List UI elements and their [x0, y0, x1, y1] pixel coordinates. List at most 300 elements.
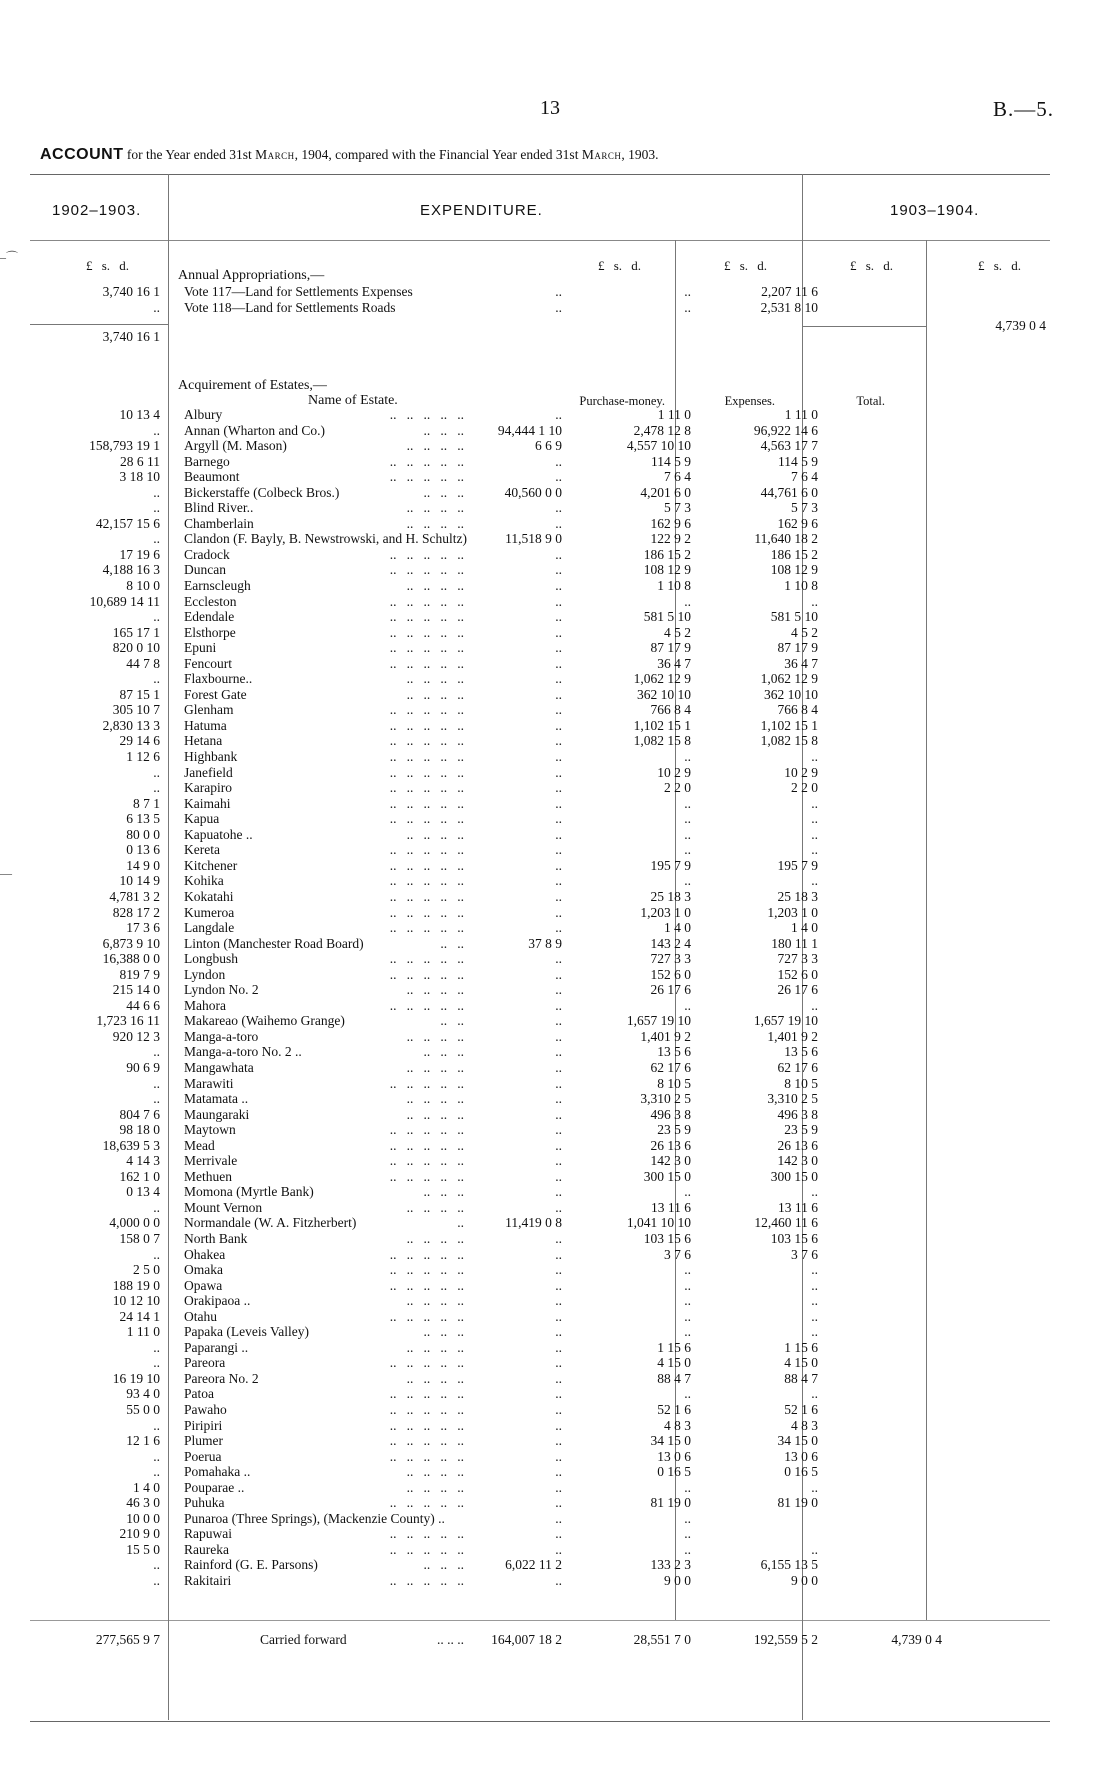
expenses-amount: ..: [684, 1262, 691, 1278]
leader-dots: .. .. .. ..: [406, 1091, 464, 1107]
total-amount: 1,062 12 9: [760, 671, 818, 687]
leader-dots: .. .. .. .. ..: [389, 640, 464, 656]
prev-year-amount: 4,781 3 2: [109, 888, 160, 904]
total-amount: ..: [811, 873, 818, 889]
purchase-money: ..: [555, 1199, 562, 1215]
expenses-amount: 766 8 4: [650, 702, 691, 718]
amount-col2: ..: [555, 299, 562, 315]
total-amount: 152 6 0: [777, 966, 818, 982]
cf-prev: 277,565 9 7: [95, 1632, 160, 1647]
column-rule: [168, 193, 169, 215]
estate-name-cell: [168, 796, 476, 812]
total-amount: 88 4 7: [784, 1370, 818, 1386]
expenses-amount: ..: [684, 1184, 691, 1200]
prev-year-amount: 305 10 7: [112, 702, 160, 718]
empty-cell: [832, 920, 956, 936]
appropriations-total: 4,739 0 4: [995, 318, 1046, 333]
leader-dots: .. .. .. .. ..: [389, 873, 464, 889]
empty-cell: [832, 578, 956, 594]
table-row: [30, 1231, 956, 1247]
purchase-money: ..: [555, 1184, 562, 1200]
prev-year-amount: 98 18 0: [119, 1122, 160, 1138]
empty-cell: [832, 889, 956, 905]
purchase-money: ..: [555, 640, 562, 656]
estate-name: Cradock: [184, 546, 230, 562]
prev-year-amount: ..: [153, 764, 160, 780]
prev-year-amount: 17 19 6: [119, 546, 160, 562]
total-amount: 3,310 2 5: [767, 1091, 818, 1107]
table-row: [30, 1324, 956, 1340]
empty-cell: [832, 1340, 956, 1356]
expenses-amount: ..: [684, 1479, 691, 1495]
expenses-amount: ..: [684, 826, 691, 842]
empty-cell: [832, 1511, 956, 1527]
total-amount: 87 17 9: [777, 640, 818, 656]
empty-cell: [832, 1122, 956, 1138]
prev-year-amount: 1 12 6: [126, 749, 160, 765]
leader-dots: .. ..: [440, 1013, 464, 1029]
expenses-amount: 186 15 2: [643, 546, 691, 562]
empty-cell: [832, 1324, 956, 1340]
leader-dots: .. .. .. .. ..: [389, 624, 464, 640]
empty-cell: [832, 1371, 956, 1387]
estate-name: Eccleston: [184, 593, 237, 609]
table-row: [30, 718, 956, 734]
prev-year-amount: 162 1 0: [119, 1168, 160, 1184]
leader-dots: .. ..: [440, 935, 464, 951]
expenses-amount: ..: [684, 1526, 691, 1542]
expenses-amount: 4 15 0: [657, 1355, 691, 1371]
purchase-money: ..: [555, 609, 562, 625]
total-amount: 362 10 10: [764, 686, 818, 702]
empty-cell: [832, 1091, 956, 1107]
total-amount: 1,657 19 10: [753, 1013, 818, 1029]
empty-cell: [832, 936, 956, 952]
table-row: [30, 1278, 956, 1294]
estate-name: Momona (Myrtle Bank): [184, 1184, 314, 1200]
table-row: [30, 656, 956, 672]
prev-year-amount: 210 9 0: [119, 1526, 160, 1542]
estate-name: Kumeroa: [184, 904, 235, 920]
estate-name: Omaka: [184, 1262, 223, 1278]
prev-year-amount: 158,793 19 1: [89, 438, 160, 454]
estate-name: Hetana: [184, 733, 223, 749]
purchase-money: ..: [555, 733, 562, 749]
total-amount: 0 16 5: [784, 1464, 818, 1480]
leader-dots: .. .. .. .. ..: [389, 1355, 464, 1371]
prev-year-amount: 93 4 0: [126, 1386, 160, 1402]
leader-dots: .. .. .. .. ..: [389, 562, 464, 578]
purchase-money: ..: [555, 1402, 562, 1417]
total-amount: 727 3 3: [777, 951, 818, 967]
purchase-money: ..: [555, 453, 562, 469]
purchase-money: 11,419 0 8: [505, 1215, 562, 1231]
prev-year-amount: 16,388 0 0: [102, 951, 160, 967]
estate-name: Hatuma: [184, 717, 227, 733]
total-amount: 13 5 6: [784, 1044, 818, 1060]
estate-name: Longbush: [184, 951, 238, 967]
total-amount: 108 12 9: [770, 562, 818, 578]
empty-cell: [832, 967, 956, 983]
total-amount: [705, 1511, 832, 1527]
empty-cell: [832, 1402, 956, 1418]
expenses-amount: ..: [684, 1293, 691, 1309]
leader-dots: .. .. ..: [423, 1324, 464, 1340]
table-row: [30, 1340, 956, 1356]
table-row: [30, 780, 956, 796]
expenses-amount: 10 2 9: [657, 764, 691, 780]
purchase-money: ..: [555, 1168, 562, 1184]
table-row: [30, 594, 956, 610]
expenses-amount: 1 15 6: [657, 1339, 691, 1355]
purchase-money: ..: [555, 1339, 562, 1355]
estate-name: Methuen: [184, 1168, 232, 1184]
purchase-money: 6 6 9: [535, 438, 562, 454]
purchase-money: ..: [555, 578, 562, 594]
empty-cell: [832, 1169, 956, 1185]
prev-year-amount: ..: [153, 1573, 160, 1589]
leader-dots: .. .. ..: [423, 1044, 464, 1060]
prev-year-amount: 14 9 0: [126, 857, 160, 873]
prev-year-amount: 15 5 0: [126, 1541, 160, 1557]
total-amount: 195 7 9: [777, 857, 818, 873]
estate-name: Matamata ..: [184, 1091, 249, 1107]
prev-year-amount: 16 19 10: [112, 1370, 160, 1386]
expenses-amount: 133 2 3: [650, 1557, 691, 1573]
currency-units: £ s. d.: [978, 258, 1022, 273]
prev-year-amount: 819 7 9: [119, 966, 160, 982]
estate-name-cell: [168, 1044, 476, 1060]
estate-name: Mount Vernon: [184, 1199, 263, 1215]
total-amount: 186 15 2: [770, 546, 818, 562]
estate-name: Rakitairi: [184, 1573, 232, 1589]
prev-year-amount: 42,157 15 6: [95, 515, 160, 531]
estate-name-cell: [168, 858, 476, 874]
prev-year-amount: 3,740 16 1: [102, 284, 160, 299]
vote-amount: 2,207 11 6: [761, 284, 818, 299]
table-row: [30, 1371, 956, 1387]
purchase-money: ..: [555, 624, 562, 640]
expenses-amount: 8 10 5: [657, 1075, 691, 1091]
expenses-amount: 1 11 0: [657, 407, 691, 422]
estate-name: Manga-a-toro: [184, 1028, 259, 1044]
table-row: [30, 1013, 956, 1029]
prev-year-amount: 828 17 2: [112, 904, 160, 920]
empty-cell: [832, 718, 956, 734]
estate-name: Highbank: [184, 749, 238, 765]
estate-name: Beaumont: [184, 469, 240, 485]
estate-name: Karapiro: [184, 780, 232, 796]
table-row: [30, 609, 956, 625]
cf-total: 192,559 5 2: [753, 1632, 818, 1647]
estate-name: Kereta: [184, 842, 220, 858]
table-row: [30, 827, 956, 843]
total-amount: 4 8 3: [791, 1417, 818, 1433]
leader-dots: .. .. .. .. ..: [389, 1386, 464, 1402]
expenses-amount: 1,657 19 10: [626, 1013, 691, 1029]
currency-units: £ s. d.: [598, 258, 642, 273]
estate-name-cell: [168, 640, 476, 656]
estate-name-cell: [168, 454, 476, 470]
purchase-money: ..: [555, 1122, 562, 1138]
prev-year-amount: 215 14 0: [112, 982, 160, 998]
prev-year-amount: ..: [153, 1355, 160, 1371]
prev-year-amount: ..: [153, 1557, 160, 1573]
page-number: 13: [540, 97, 560, 119]
leader-dots: .. .. .. .. ..: [389, 1417, 464, 1433]
purchase-money: ..: [555, 562, 562, 578]
estate-name: Bickerstaffe (Colbeck Bros.): [184, 484, 340, 500]
table-row: [30, 516, 956, 532]
expenses-amount: 23 5 9: [657, 1122, 691, 1138]
purchase-money: ..: [555, 1230, 562, 1246]
title-month-b: March: [581, 147, 622, 162]
purchase-money: ..: [555, 1448, 562, 1464]
estate-name-cell: [168, 1029, 476, 1045]
leader-dots: .. .. .. .. ..: [389, 1122, 464, 1138]
estate-name: Elsthorpe: [184, 624, 236, 640]
table-row: [30, 547, 956, 563]
leader-dots: .. .. .. .. ..: [389, 593, 464, 609]
purchase-money: ..: [555, 1324, 562, 1340]
prev-year-amount: ..: [153, 1246, 160, 1262]
purchase-money: ..: [555, 1495, 562, 1511]
empty-cell: [832, 625, 956, 641]
estate-name: Raureka: [184, 1541, 229, 1557]
table-row: [30, 1215, 956, 1231]
leader-dots: .. .. .. ..: [406, 982, 464, 998]
prev-year-amount: 10 12 10: [112, 1293, 160, 1309]
prev-year-amount: 165 17 1: [112, 624, 160, 640]
prev-year-amount: 10 13 4: [119, 407, 160, 422]
estate-name-cell: [168, 1386, 476, 1402]
estate-name-cell: [168, 578, 476, 594]
empty-cell: [832, 1433, 956, 1449]
estate-name: Maungaraki: [184, 1106, 250, 1122]
cf-purchase: 164,007 18 2: [491, 1632, 562, 1647]
expenses-amount: 13 11 6: [651, 1199, 691, 1215]
expenses-amount: 1,062 12 9: [633, 671, 691, 687]
empty-cell: [832, 1573, 956, 1589]
table-row: [30, 1309, 956, 1325]
total-amount: ..: [811, 749, 818, 765]
total-amount: 5 7 3: [791, 500, 818, 516]
prev-year-amount: 1 4 0: [133, 1479, 160, 1495]
total-amount: ..: [811, 1184, 818, 1200]
expenses-amount: 1,102 15 1: [633, 717, 691, 733]
title-lead: ACCOUNT: [40, 146, 124, 163]
expenses-amount: ..: [684, 873, 691, 889]
estate-name-cell: [168, 469, 476, 485]
estate-name-cell: [168, 1433, 476, 1449]
estate-name-cell: [168, 1013, 476, 1029]
expenses-amount: 4 5 2: [664, 624, 691, 640]
total-amount: ..: [811, 593, 818, 609]
table-row: [30, 1573, 956, 1589]
estate-name-cell: [168, 1215, 476, 1231]
leader-dots: .. .. .. .. ..: [389, 764, 464, 780]
purchase-money: ..: [555, 1106, 562, 1122]
empty-cell: [832, 780, 956, 796]
estate-name: Poerua: [184, 1448, 222, 1464]
estate-name-cell: [168, 1402, 476, 1418]
prev-year-amount: 10 0 0: [126, 1510, 160, 1526]
prev-year-amount: 28 6 11: [120, 453, 160, 469]
total-amount: 44,761 6 0: [760, 484, 818, 500]
empty-cell: [832, 1013, 956, 1029]
estate-name: Orakipaoa ..: [184, 1293, 251, 1309]
leader-dots: .. .. .. ..: [406, 438, 464, 454]
prev-year-amount: 44 6 6: [126, 997, 160, 1013]
table-row: [30, 873, 956, 889]
prev-year-amount: 46 3 0: [126, 1495, 160, 1511]
estate-name: Fencourt: [184, 655, 232, 671]
table-row: [30, 1402, 956, 1418]
purchase-money: 40,560 0 0: [504, 484, 562, 500]
total-amount: ..: [811, 997, 818, 1013]
title-text-c: , 1903.: [621, 147, 659, 162]
prev-year-amount: ..: [153, 671, 160, 687]
estate-name-cell: [168, 873, 476, 889]
empty-cell: [832, 1557, 956, 1573]
leader-dots: .. .. .. .. ..: [389, 904, 464, 920]
empty-cell: [832, 500, 956, 516]
appropriations-prev-total: 3,740 16 1: [102, 329, 160, 344]
leader-dots: .. .. .. .. ..: [389, 1448, 464, 1464]
expenses-amount: 2,478 12 8: [633, 422, 691, 438]
table-row: [30, 936, 956, 952]
estate-name-cell: [168, 485, 476, 501]
estate-name-cell: [168, 1542, 476, 1558]
expenses-amount: 122 9 2: [650, 531, 691, 547]
table-row: [30, 1480, 956, 1496]
table-row: [30, 1449, 956, 1465]
empty-cell: [832, 407, 956, 423]
table-row: [30, 1542, 956, 1558]
estate-name-cell: [168, 1511, 476, 1527]
estate-name: Epuni: [184, 640, 217, 656]
empty-cell: [832, 531, 956, 547]
empty-cell: [832, 1449, 956, 1465]
leader-dots: .. .. .. .. ..: [389, 546, 464, 562]
total-amount: 11,640 18 2: [754, 531, 818, 547]
expenses-amount: 2 2 0: [664, 780, 691, 796]
empty-cell: [832, 1526, 956, 1542]
currency-units: £ s. d.: [850, 258, 894, 273]
purchase-money: ..: [555, 469, 562, 485]
prev-year-amount: 1,723 16 11: [96, 1013, 160, 1029]
total-amount: ..: [811, 1324, 818, 1340]
purchase-money: ..: [555, 749, 562, 765]
leader-dots: .. .. .. ..: [406, 1059, 464, 1075]
prev-year-amount: 3 18 10: [119, 469, 160, 485]
leader-dots: .. .. .. ..: [406, 1199, 464, 1215]
total-amount: 103 15 6: [770, 1230, 818, 1246]
expenses-amount: 62 17 6: [650, 1059, 691, 1075]
expenses-amount: 1,203 1 0: [640, 904, 691, 920]
empty-cell: [832, 827, 956, 843]
leader-dots: .. .. .. .. ..: [389, 1262, 464, 1278]
purchase-money: ..: [555, 1137, 562, 1153]
expenses-amount: 195 7 9: [650, 857, 691, 873]
leader-dots: .. .. .. .. ..: [389, 920, 464, 936]
empty-cell: [832, 1076, 956, 1092]
total-amount: 1,102 15 1: [760, 717, 818, 733]
expenses-amount: 52 1 6: [657, 1402, 691, 1417]
estate-name: Glenham: [184, 702, 234, 718]
table-row: [30, 1386, 956, 1402]
leader-dots: .. .. .. ..: [406, 1479, 464, 1495]
estate-name-cell: [168, 905, 476, 921]
leader-dots: .. .. .. ..: [406, 671, 464, 687]
vote-name: Vote 117—Land for Settlements Expenses: [184, 284, 413, 299]
prev-year-amount: 4 14 3: [126, 1153, 160, 1169]
total-amount: 180 11 1: [771, 935, 818, 951]
expenses-amount: 143 2 4: [650, 935, 691, 951]
estate-name-cell: [168, 1169, 476, 1185]
leader-dots: .. .. .. ..: [406, 515, 464, 531]
total-amount: 1 11 0: [784, 407, 818, 422]
table-row: [30, 967, 956, 983]
expenses-amount: 13 0 6: [657, 1448, 691, 1464]
estate-name: Argyll (M. Mason): [184, 438, 287, 454]
estate-name-cell: [168, 1495, 476, 1511]
purchase-money: ..: [555, 1479, 562, 1495]
table-row: [30, 1107, 956, 1123]
empty-cell: [832, 1153, 956, 1169]
estate-name: Puhuka: [184, 1495, 225, 1511]
prev-year-amount: 55 0 0: [126, 1402, 160, 1417]
leader-dots: .. .. .. .. ..: [389, 1402, 464, 1417]
total-amount: ..: [811, 1262, 818, 1278]
expenditure-header: EXPENDITURE.: [420, 202, 543, 219]
table-row: [30, 454, 956, 470]
table-row: [30, 1557, 956, 1573]
estates-heading: Acquirement of Estates,—: [178, 378, 327, 393]
total-amount: ..: [811, 1541, 818, 1557]
empty-cell: [832, 1200, 956, 1216]
empty-cell: [832, 656, 956, 672]
expenses-amount: ..: [684, 1541, 691, 1557]
purchase-money: ..: [555, 717, 562, 733]
total-amount: 496 3 8: [777, 1106, 818, 1122]
purchase-money: ..: [555, 500, 562, 516]
leader-dots: .. .. .. ..: [406, 686, 464, 702]
leader-dots: .. .. .. ..: [406, 578, 464, 594]
estate-name-cell: [168, 438, 476, 454]
estate-name-cell: [168, 1247, 476, 1263]
total-amount: 4 5 2: [791, 624, 818, 640]
margin-mark: –⌒: [0, 250, 19, 264]
empty-cell: [832, 1044, 956, 1060]
subtotal-rule: [802, 326, 926, 327]
purchase-money: ..: [555, 888, 562, 904]
purchase-money: ..: [555, 951, 562, 967]
leader-dots: .. .. .. .. ..: [389, 1573, 464, 1589]
col-header-purchase: Purchase-money.: [579, 394, 665, 408]
table-row: [30, 1029, 956, 1045]
estate-name: Plumer: [184, 1433, 223, 1449]
empty-cell: [832, 1107, 956, 1123]
table-row: [30, 982, 956, 998]
prev-year-amount: 0 13 4: [126, 1184, 160, 1200]
expenses-amount: 88 4 7: [657, 1370, 691, 1386]
col-header-expenses: Expenses.: [724, 394, 775, 408]
total-amount: ..: [811, 811, 818, 827]
col-header-name: Name of Estate.: [308, 393, 398, 408]
expenses-amount: 103 15 6: [643, 1230, 691, 1246]
prev-year-amount: ..: [153, 500, 160, 516]
